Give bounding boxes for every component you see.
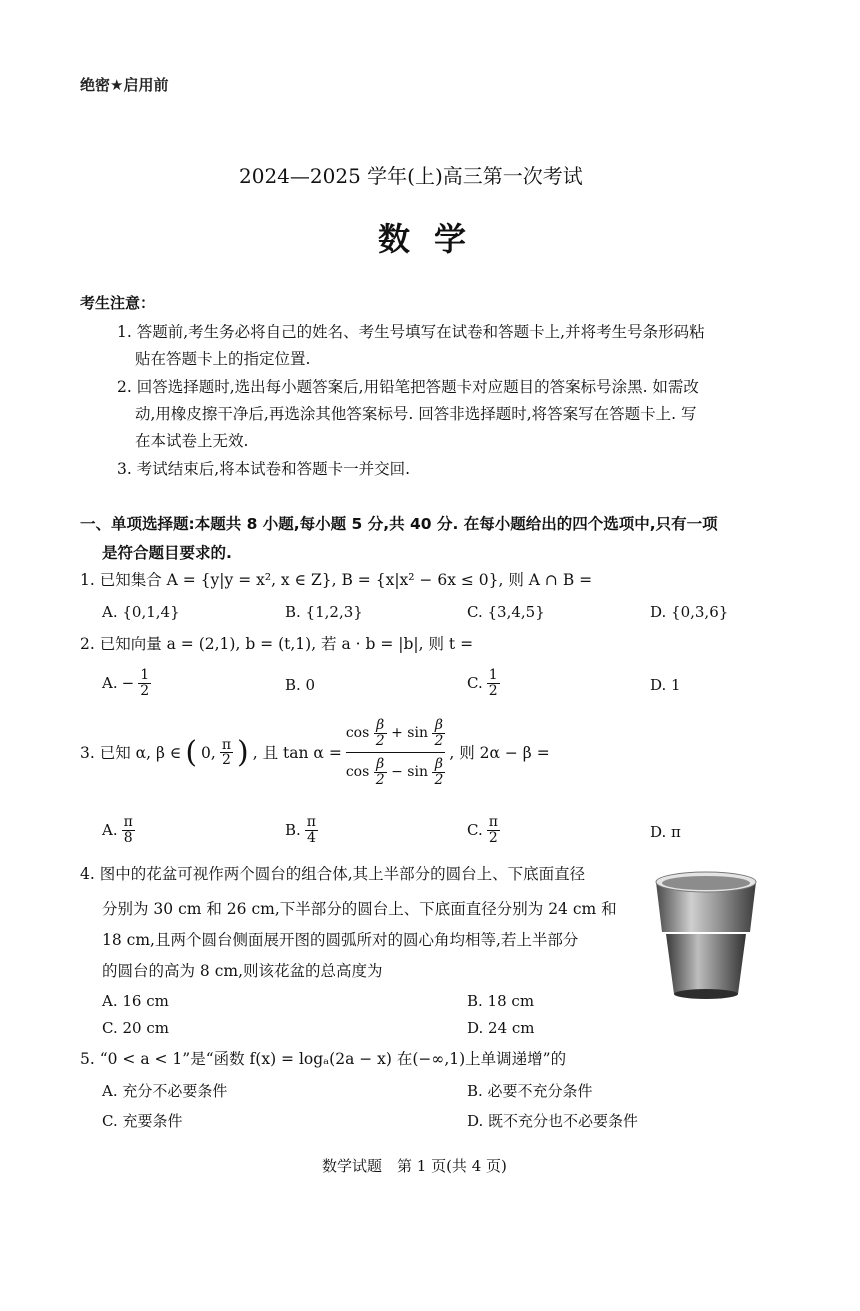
notice-line: 3. 考试结束后,将本试卷和答题卡一并交回. (117, 460, 411, 478)
cos-label: cos (345, 724, 370, 741)
cos-label: cos (345, 764, 370, 781)
question-5-stem: 5. “0 < a < 1”是“函数 f(x) = logₐ(2a − x) 在(−∞,1)上单调递增”的 (80, 1050, 567, 1068)
question-4-line: 的圆台的高为 8 cm,则该花盆的总高度为 (102, 962, 383, 980)
question-1-stem: 1. 已知集合 A = {y|y = x², x ∈ Z}, B = {x|x² − 6x ≤ 0}, 则 A ∩ B = (80, 571, 593, 589)
subject-title: 数学 (378, 220, 491, 258)
q5-option-a: A. 充分不必要条件 (102, 1082, 228, 1100)
exam-title: 2024—2025 学年(上)高三第一次考试 (239, 164, 583, 188)
half-beta: $\frac{\beta}{2}$ (375, 756, 385, 789)
question-4-line: 18 cm,且两个圆台侧面展开图的圆弧所对的圆心角均相等,若上半部分 (102, 931, 579, 949)
q3-option-d: D. π (650, 823, 681, 841)
q2-option-d: D. 1 (650, 676, 681, 694)
q1-option-a: A. {0,1,4} (102, 603, 180, 621)
question-2-stem: 2. 已知向量 a = (2,1), b = (t,1), 若 a · b = |b|, 则 t = (80, 635, 474, 653)
open-paren: ( (185, 734, 198, 770)
minus-sign: − (121, 674, 135, 693)
q3-mid: , 且 tan α = (252, 743, 342, 762)
numerator: 1 (140, 667, 150, 683)
option-label: A. (102, 674, 118, 693)
numerator: 1 (488, 667, 498, 683)
fraction: $\frac{\pi}{4}$ (306, 814, 316, 846)
option-label: C. (467, 821, 483, 840)
tan-fraction (346, 718, 446, 788)
q5-option-c: C. 充要条件 (102, 1112, 183, 1130)
q1-option-b: B. {1,2,3} (285, 603, 363, 621)
option-label: B. (285, 821, 301, 840)
q3-option-c (467, 815, 500, 845)
plus-sign: + (391, 724, 403, 741)
q2-option-c (467, 668, 500, 698)
tan-denominator (346, 757, 446, 787)
tan-numerator (346, 718, 446, 748)
notice-line: 在本试卷上无效. (135, 432, 249, 450)
fraction: $\frac{\pi}{2}$ (488, 814, 498, 846)
notice-heading: 考生注意： (80, 294, 156, 312)
denominator: 2 (140, 682, 150, 699)
q3-option-b (285, 815, 318, 845)
q5-option-d: D. 既不充分也不必要条件 (467, 1112, 639, 1130)
section-heading: 一、单项选择题:本题共 8 小题,每小题 5 分,共 40 分. 在每小题给出的四个选项中,只有一项 (80, 515, 718, 533)
pot-lower-part (666, 934, 746, 994)
q2-option-a (102, 668, 151, 698)
option-label: C. (467, 674, 483, 693)
page-footer: 数学试题 第 1 页(共 4 页) (322, 1157, 507, 1175)
numerator: π (221, 736, 232, 753)
fraction: $\frac{\pi}{8}$ (123, 814, 133, 846)
secret-label: 绝密★启用前 (80, 76, 169, 94)
notice-line: 动,用橡皮擦干净后,再选涂其他答案标号. 回答非选择题时,将答案写在答题卡上. 写 (135, 405, 697, 423)
fraction (487, 668, 500, 698)
sin-label: sin (407, 724, 428, 741)
notice-line: 2. 回答选择题时,选出每小题答案后,用铅笔把答题卡对应题目的答案标号涂黑. 如需改 (117, 378, 699, 396)
q4-option-d: D. 24 cm (467, 1019, 535, 1037)
pot-opening (662, 876, 750, 890)
notice-line: 1. 答题前,考生务必将自己的姓名、考生号填写在试卷和答题卡上,并将考生号条形码粘 (117, 323, 705, 341)
question-3-stem (80, 718, 550, 788)
q4-option-c: C. 20 cm (102, 1019, 169, 1037)
half-beta: $\frac{\beta}{2}$ (434, 717, 444, 749)
fraction (220, 738, 233, 768)
q5-option-b: B. 必要不充分条件 (467, 1082, 593, 1100)
notice-line: 贴在答题卡上的指定位置. (135, 350, 311, 368)
question-4-line: 分别为 30 cm 和 26 cm,下半部分的圆台上、下底面直径分别为 24 cm 和 (102, 900, 617, 918)
q3-prefix: 3. 已知 α, β ∈ (80, 743, 182, 762)
half-beta: $\frac{\beta}{2}$ (434, 756, 444, 789)
minus-sign: − (391, 764, 403, 781)
interval-left: 0, (201, 743, 216, 762)
q1-option-c: C. {3,4,5} (467, 603, 545, 621)
close-paren: ) (237, 734, 249, 770)
q2-option-b: B. 0 (285, 676, 316, 694)
denominator: 2 (221, 752, 231, 769)
denominator: 2 (488, 682, 498, 699)
sin-label: sin (407, 764, 428, 781)
flower-pot-figure (652, 870, 760, 1000)
q4-option-a: A. 16 cm (102, 992, 169, 1010)
pot-base (674, 989, 738, 999)
half-beta: $\frac{\beta}{2}$ (375, 717, 385, 749)
q3-option-a (102, 815, 135, 845)
q3-suffix: , 则 2α − β = (449, 743, 550, 762)
fraction-bar (346, 752, 446, 753)
option-label: A. (102, 821, 118, 840)
section-heading-cont: 是符合题目要求的. (102, 544, 232, 562)
q1-option-d: D. {0,3,6} (650, 603, 729, 621)
question-4-line: 4. 图中的花盆可视作两个圆台的组合体,其上半部分的圆台上、下底面直径 (80, 865, 586, 883)
q4-option-b: B. 18 cm (467, 992, 535, 1010)
fraction (138, 668, 151, 698)
